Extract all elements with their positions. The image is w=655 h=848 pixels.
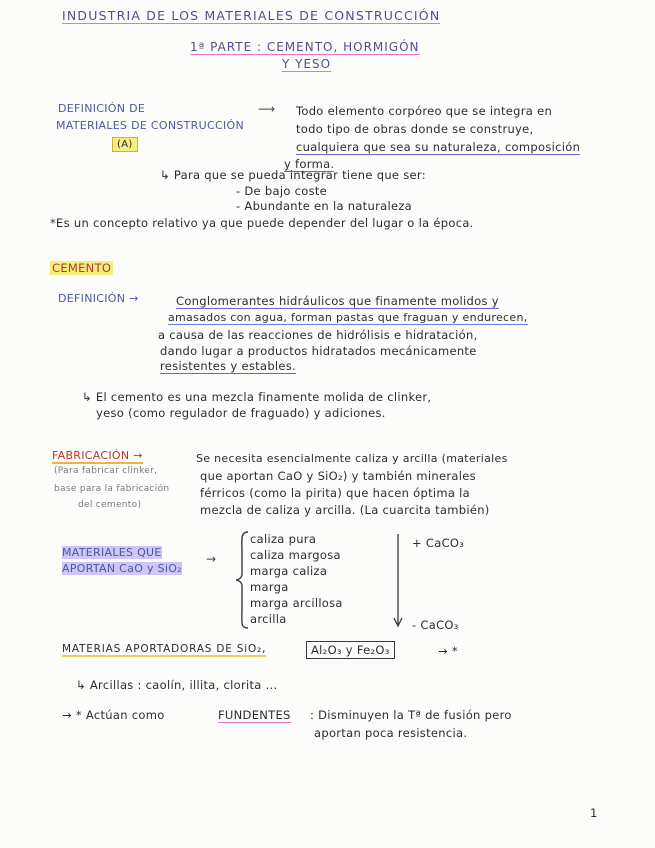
clays-line: ↳ Arcillas : caolín, illita, clorita ... xyxy=(76,678,278,692)
def-text-line1: Todo elemento corpóreo que se integra en xyxy=(296,104,553,118)
material-item-6: arcilla xyxy=(250,612,287,626)
relative-concept-note: *Es un concepto relativo ya que puede depender del lugar o la época. xyxy=(50,216,474,230)
fabricacion-note-2: base para la fabricación xyxy=(54,484,170,494)
cemento-def-line3: a causa de las reacciones de hidrólisis e hidratación, xyxy=(158,328,478,342)
def-materials-label-2: MATERIALES DE CONSTRUCCIÓN xyxy=(56,119,244,132)
fundentes-rest: : Disminuyen la Tª de fusión pero xyxy=(310,708,512,722)
fundentes-word: FUNDENTES xyxy=(218,708,291,722)
fabricacion-note-1: (Para fabricar clinker, xyxy=(54,466,158,476)
cemento-def-line4: dando lugar a productos hidratados mecánicamente xyxy=(160,344,477,358)
def-text-line3: cualquiera que sea su naturaleza, composición xyxy=(296,140,581,154)
material-item-3: marga caliza xyxy=(250,564,328,578)
section-heading-cemento: CEMENTO xyxy=(52,261,112,275)
requirements-intro: ↳ Para que se pueda integrar tiene que ser: xyxy=(160,168,426,182)
requirement-abundant: - Abundante en la naturaleza xyxy=(236,199,413,213)
cemento-def-line1: Conglomerantes hidráulicos que finamente molidos y xyxy=(176,294,499,308)
part-title-line1: 1ª PARTE : CEMENTO, HORMIGÓN xyxy=(190,40,420,54)
material-item-5: marga arcillosa xyxy=(250,596,343,610)
cemento-def-label: DEFINICIÓN → xyxy=(58,292,139,305)
arrow-icon: ⟶ xyxy=(258,102,276,116)
fabricacion-line3: férricos (como la pirita) que hacen óptima la xyxy=(200,486,471,500)
cemento-def-line5: resistentes y estables. xyxy=(160,359,297,373)
materials-label-2: APORTAN CaO y SiO₂ xyxy=(62,562,182,575)
document-title: INDUSTRIA DE LOS MATERIALES DE CONSTRUCCIÓN xyxy=(62,8,441,23)
fabricacion-line2: que aportan CaO y SiO₂) y también minerales xyxy=(200,469,476,483)
sio2-materials-line: MATERIAS APORTADORAS DE SiO₂, xyxy=(62,643,267,655)
fabricacion-line1: Se necesita esencialmente caliza y arcilla (materiales xyxy=(196,452,508,465)
page-number: 1 xyxy=(590,806,598,820)
fabricacion-note-3: del cemento) xyxy=(78,500,142,510)
def-materials-label-1: DEFINICIÓN DE xyxy=(58,102,146,115)
material-item-1: caliza pura xyxy=(250,532,317,546)
fundentes-prefix: → * Actúan como xyxy=(62,708,165,722)
def-text-line2: todo tipo de obras donde se construye, xyxy=(296,122,534,136)
part-title-line2: Y YESO xyxy=(282,57,332,71)
materials-arrow-icon: → xyxy=(206,552,217,566)
caco3-minus: - CaCO₃ xyxy=(412,618,459,632)
left-brace-icon xyxy=(234,530,250,630)
boxed-oxides: Al₂O₃ y Fe₂O₃ xyxy=(306,641,395,659)
asterisk-arrow-icon: → * xyxy=(438,644,458,658)
down-arrow-icon xyxy=(392,534,404,630)
definition-badge: (A) xyxy=(112,137,138,152)
fabricacion-line4: mezcla de caliza y arcilla. (La cuarcita también) xyxy=(200,503,490,517)
requirement-low-cost: - De bajo coste xyxy=(236,184,328,198)
fabricacion-label: FABRICACIÓN → xyxy=(52,449,143,462)
fundentes-line2: aportan poca resistencia. xyxy=(314,726,468,740)
def-text-line4: y forma. xyxy=(284,157,335,171)
cemento-mix-line2: yeso (como regulador de fraguado) y adiciones. xyxy=(96,406,386,420)
caco3-plus: + CaCO₃ xyxy=(412,536,465,550)
material-item-2: caliza margosa xyxy=(250,548,341,562)
material-item-4: marga xyxy=(250,580,289,594)
cemento-def-line2: amasados con agua, forman pastas que fraguan y endurecen, xyxy=(168,311,528,324)
cemento-mix-line1: ↳ El cemento es una mezcla finamente molida de clinker, xyxy=(82,390,432,404)
materials-label-1: MATERIALES QUE xyxy=(62,546,162,559)
